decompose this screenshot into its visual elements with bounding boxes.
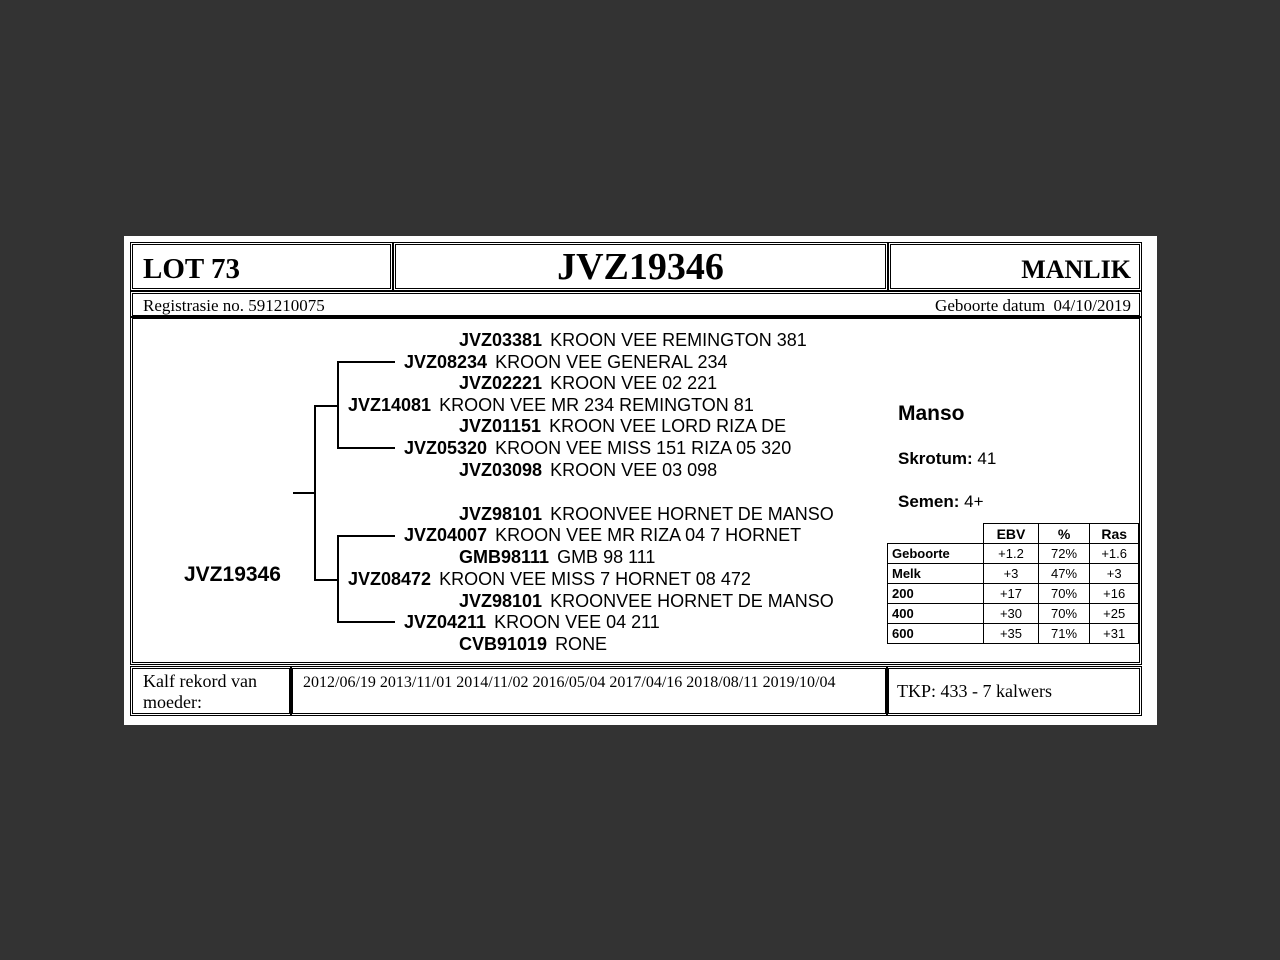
ebv-row-label: 600 [888, 624, 984, 644]
ebv-value: +3 [984, 564, 1039, 584]
tree-line-sire [314, 405, 338, 407]
tree-line-dam-sire [337, 535, 395, 537]
pedigree-code: JVZ03098 [459, 460, 543, 480]
pedigree-dam-dam-sire [459, 591, 834, 612]
registration-value: 591210075 [248, 296, 325, 315]
pedigree-sire [348, 395, 754, 416]
birth-date-value: 04/10/2019 [1053, 296, 1131, 315]
ebv-header: Ras [1090, 524, 1139, 544]
pedigree-code: CVB91019 [459, 634, 548, 654]
tree-line-dam-vertical [337, 535, 339, 623]
pedigree-panel [130, 316, 1142, 665]
pedigree-code: JVZ08234 [404, 352, 488, 372]
ebv-percent: 71% [1038, 624, 1090, 644]
skrotum-label: Skrotum: [898, 449, 973, 468]
tree-line-dam [314, 579, 338, 581]
pedigree-sire-sire-dam [459, 373, 717, 394]
tree-line-sire-vertical [337, 361, 339, 449]
ebv-header-empty [888, 524, 984, 544]
pedigree-sire-dam-sire [459, 416, 786, 437]
pedigree-dam-dam-dam [459, 634, 607, 655]
pedigree-sire-sire [404, 352, 728, 373]
pedigree-name: KROON VEE 04 211 [494, 612, 660, 632]
pedigree-code: JVZ08472 [348, 569, 432, 589]
tree-line-sire-dam [337, 447, 395, 449]
pedigree-name: KROON VEE GENERAL 234 [495, 352, 728, 372]
pedigree-name: KROON VEE 02 221 [550, 373, 718, 393]
pedigree-name: KROONVEE HORNET DE MANSO [550, 504, 834, 524]
pedigree-code: JVZ03381 [459, 330, 543, 350]
animal-registration-code: JVZ19346 [393, 242, 888, 291]
semen [898, 492, 984, 512]
pedigree-sire-sire-sire [459, 330, 807, 351]
ebv-value: +1.2 [984, 544, 1039, 564]
ebv-breed-average: +1.6 [1090, 544, 1139, 564]
tree-line-root-vertical [314, 405, 316, 581]
ebv-percent: 70% [1038, 584, 1090, 604]
ebv-value: +30 [984, 604, 1039, 624]
pedigree-dam-sire-dam [459, 547, 655, 568]
table-row [888, 604, 1139, 624]
ebv-value: +35 [984, 624, 1039, 644]
pedigree-name: KROONVEE HORNET DE MANSO [550, 591, 834, 611]
ebv-header: EBV [984, 524, 1039, 544]
calf-record-dates: 2012/06/19 2013/11/01 2014/11/02 2016/05/04 2017/04/16 2018/08/11 2019/10/04 [290, 666, 888, 716]
ebv-header: % [1038, 524, 1090, 544]
pedigree-dam [348, 569, 751, 590]
birth-date-label: Geboorte datum [935, 296, 1046, 315]
pedigree-code: JVZ04211 [404, 612, 487, 632]
pedigree-code: JVZ05320 [404, 438, 488, 458]
pedigree-name: KROON VEE MISS 7 HORNET 08 472 [439, 569, 751, 589]
pedigree-sire-dam [404, 438, 791, 459]
table-row [888, 584, 1139, 604]
pedigree-sire-dam-dam [459, 460, 717, 481]
semen-label: Semen: [898, 492, 960, 511]
animal-name: Manso [898, 402, 965, 425]
animal-sex: MANLIK [888, 242, 1142, 291]
ebv-breed-average: +31 [1090, 624, 1139, 644]
tree-line-sire-sire [337, 361, 395, 363]
registration-label: Registrasie no. [143, 296, 245, 315]
ebv-row-label: Geboorte [888, 544, 984, 564]
lot-number: LOT 73 [130, 242, 393, 291]
tkp-summary: TKP: 433 - 7 kalwers [886, 666, 1142, 716]
table-row [888, 564, 1139, 584]
ebv-row-label: Melk [888, 564, 984, 584]
pedigree-name: KROON VEE REMINGTON 381 [550, 330, 807, 350]
pedigree-name: KROON VEE MR RIZA 04 7 HORNET [495, 525, 802, 545]
ebv-header-row [888, 524, 1139, 544]
pedigree-name: KROON VEE LORD RIZA DE [549, 416, 787, 436]
pedigree-name: RONE [555, 634, 608, 654]
pedigree-name: KROON VEE 03 098 [550, 460, 718, 480]
tree-line-dam-dam [337, 621, 395, 623]
pedigree-name: KROON VEE MISS 151 RIZA 05 320 [495, 438, 792, 458]
ebv-percent: 47% [1038, 564, 1090, 584]
ebv-breed-average: +16 [1090, 584, 1139, 604]
pedigree-code: GMB98111 [459, 547, 550, 567]
ebv-row-label: 200 [888, 584, 984, 604]
ebv-percent: 72% [1038, 544, 1090, 564]
ebv-table [887, 523, 1139, 644]
ebv-percent: 70% [1038, 604, 1090, 624]
ebv-breed-average: +25 [1090, 604, 1139, 624]
skrotum-value: 41 [977, 449, 997, 468]
birth-date [935, 296, 1131, 316]
ebv-value: +17 [984, 584, 1039, 604]
pedigree-code: JVZ14081 [348, 395, 432, 415]
lot-card [124, 236, 1157, 725]
pedigree-code: JVZ01151 [459, 416, 542, 436]
skrotum [898, 449, 996, 469]
pedigree-code: JVZ98101 [459, 591, 543, 611]
registration-row [130, 291, 1142, 318]
pedigree-code: JVZ04007 [404, 525, 488, 545]
pedigree-name: GMB 98 111 [557, 547, 656, 567]
tree-line-root [293, 492, 315, 494]
pedigree-code: JVZ98101 [459, 504, 543, 524]
ebv-breed-average: +3 [1090, 564, 1139, 584]
pedigree-dam-sire-sire [459, 504, 834, 525]
ebv-row-label: 400 [888, 604, 984, 624]
calf-record-label: Kalf rekord van moeder: [130, 666, 292, 716]
pedigree-name: KROON VEE MR 234 REMINGTON 81 [439, 395, 754, 415]
pedigree-code: JVZ02221 [459, 373, 543, 393]
pedigree-dam-sire [404, 525, 801, 546]
table-row [888, 624, 1139, 644]
pedigree-animal: JVZ19346 [184, 563, 281, 586]
table-row [888, 544, 1139, 564]
semen-value: 4+ [964, 492, 984, 511]
pedigree-dam-dam [404, 612, 660, 633]
